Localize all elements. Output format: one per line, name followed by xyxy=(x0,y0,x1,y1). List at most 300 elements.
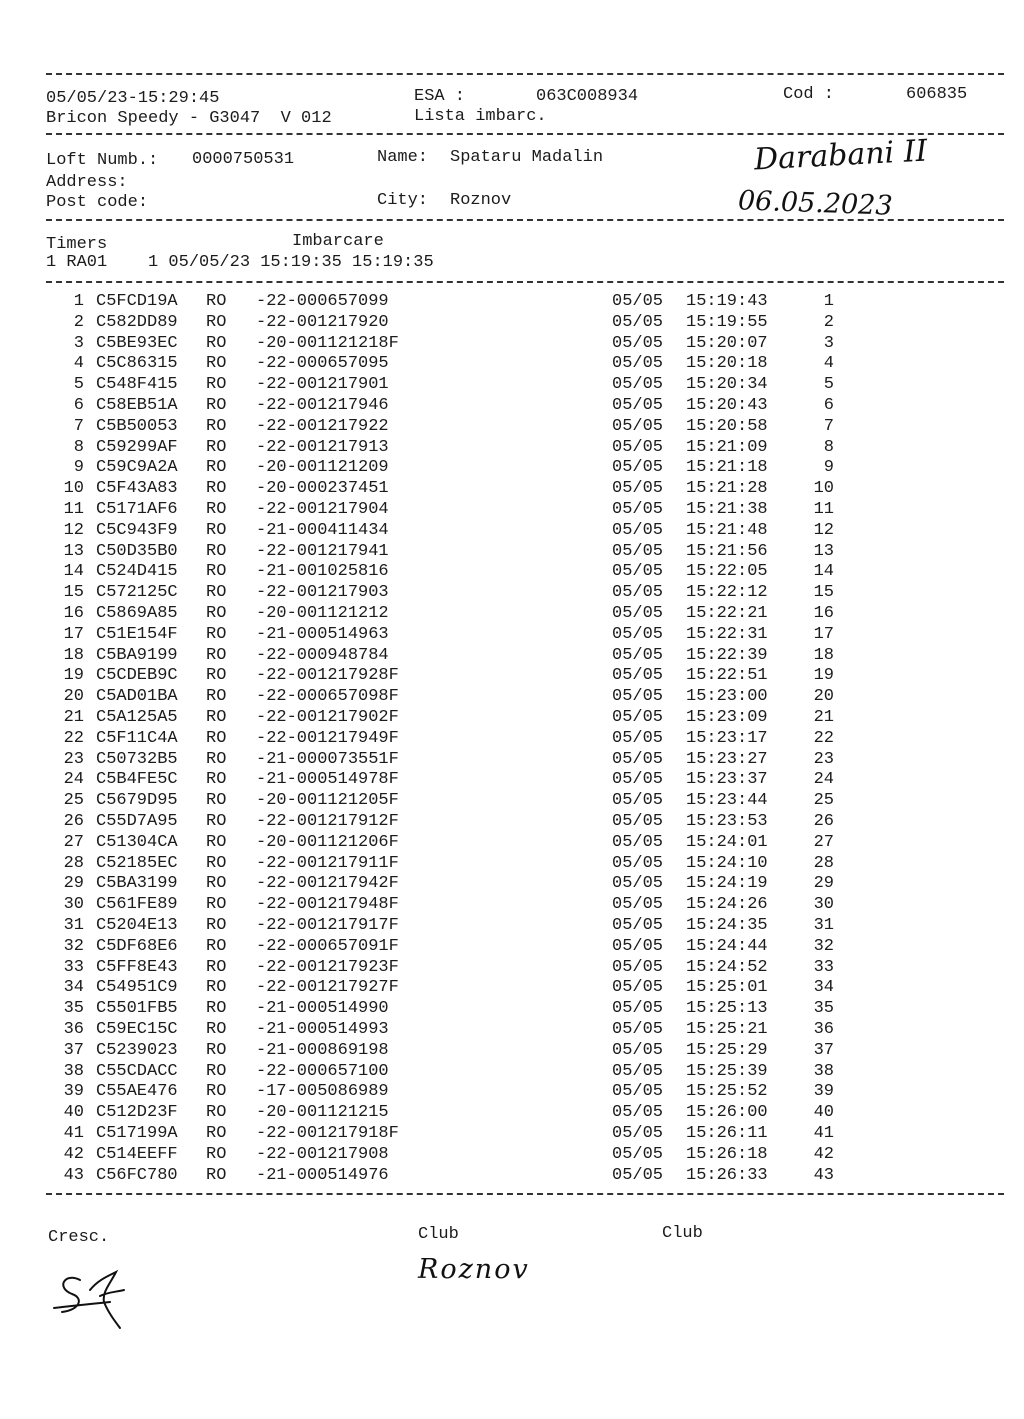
arrival-date: 05/05 xyxy=(612,479,664,499)
table-row xyxy=(0,750,1024,770)
ring-id: C5A125A5 xyxy=(96,708,178,727)
ring-id: C524D415 xyxy=(96,562,178,582)
ring-number: -20-001121215 xyxy=(256,1103,389,1123)
table-row xyxy=(0,292,1024,312)
country-code: RO xyxy=(206,936,227,956)
ring-id: C561FE89 xyxy=(96,895,178,915)
table-row xyxy=(0,1082,1024,1102)
country-code: RO xyxy=(206,1103,227,1123)
country-code: RO xyxy=(206,458,227,478)
country-code: RO xyxy=(206,583,227,603)
country-code: RO xyxy=(206,1124,227,1143)
table-row xyxy=(0,895,1024,915)
arrival-rank: 24 xyxy=(813,770,834,790)
arrival-rank: 32 xyxy=(813,936,834,956)
arrival-date: 05/05 xyxy=(612,1020,664,1039)
arrival-time: 15:26:00 xyxy=(686,1103,768,1123)
arrival-rank: 36 xyxy=(813,1020,834,1039)
arrival-date: 05/05 xyxy=(612,1082,664,1102)
arrival-time: 15:24:10 xyxy=(686,853,768,873)
arrival-rank: 18 xyxy=(813,645,834,665)
country-code: RO xyxy=(206,562,227,582)
arrival-date: 05/05 xyxy=(612,375,664,395)
handwritten-race-date: 06.05.2023 xyxy=(737,185,894,222)
ring-id: C59299AF xyxy=(96,437,178,457)
row-index: 17 xyxy=(63,624,84,644)
arrival-time: 15:23:53 xyxy=(686,812,768,831)
arrival-date: 05/05 xyxy=(612,978,664,998)
arrival-rank: 40 xyxy=(813,1103,834,1123)
ring-number: -22-001217913 xyxy=(256,437,389,457)
ring-id: C5239023 xyxy=(96,1040,178,1060)
timer-line: 1 RA01 1 05/05/23 15:19:35 15:19:35 xyxy=(46,253,434,272)
row-index: 11 xyxy=(63,500,84,519)
ring-id: C5C943F9 xyxy=(96,520,178,540)
arrival-time: 15:21:38 xyxy=(686,500,768,519)
device-line: Bricon Speedy - G3047 V 012 xyxy=(46,109,332,128)
arrival-date: 05/05 xyxy=(612,1144,664,1164)
ring-id: C52185EC xyxy=(96,853,178,873)
country-code: RO xyxy=(206,853,227,873)
arrival-rank: 37 xyxy=(813,1040,834,1060)
arrival-date: 05/05 xyxy=(612,853,664,873)
address-label: Address: xyxy=(46,173,128,192)
ring-id: C5501FB5 xyxy=(96,999,178,1019)
ring-number: -21-000073551F xyxy=(256,749,399,769)
arrival-rank: 14 xyxy=(813,562,834,582)
ring-number: -22-001217904 xyxy=(256,500,389,519)
club-label-1: Club xyxy=(418,1225,459,1244)
ring-id: C58EB51A xyxy=(96,396,178,415)
ring-id: C59C9A2A xyxy=(96,458,178,478)
arrival-rank: 7 xyxy=(823,416,834,436)
arrival-rank: 31 xyxy=(813,916,834,935)
table-row xyxy=(0,334,1024,354)
table-row xyxy=(0,438,1024,458)
ring-id: C50732B5 xyxy=(96,749,178,769)
ring-number: -22-001217942F xyxy=(256,874,399,894)
table-row xyxy=(0,687,1024,707)
ring-id: C5FCD19A xyxy=(96,292,178,311)
row-index: 6 xyxy=(73,396,84,415)
country-code: RO xyxy=(206,624,227,644)
country-code: RO xyxy=(206,728,227,748)
ring-number: -20-001121218F xyxy=(256,333,399,353)
arrival-date: 05/05 xyxy=(612,624,664,644)
ring-number: -22-001217928F xyxy=(256,666,399,686)
ring-id: C5869A85 xyxy=(96,604,178,623)
country-code: RO xyxy=(206,312,227,332)
table-row xyxy=(0,1166,1024,1186)
row-index: 38 xyxy=(63,1061,84,1081)
arrival-time: 15:25:21 xyxy=(686,1020,768,1039)
country-code: RO xyxy=(206,375,227,395)
arrival-rank: 35 xyxy=(813,999,834,1019)
arrival-time: 15:23:44 xyxy=(686,791,768,811)
esa-label: ESA : xyxy=(414,87,466,106)
ring-number: -22-001217923F xyxy=(256,957,399,977)
arrival-rank: 42 xyxy=(813,1144,834,1164)
arrival-rank: 33 xyxy=(813,957,834,977)
country-code: RO xyxy=(206,666,227,686)
country-code: RO xyxy=(206,1082,227,1102)
arrival-time: 15:24:35 xyxy=(686,916,768,935)
print-datetime: 05/05/23-15:29:45 xyxy=(46,89,220,108)
ring-number: -22-001217901 xyxy=(256,375,389,395)
country-code: RO xyxy=(206,895,227,915)
ring-id: C5171AF6 xyxy=(96,500,178,519)
table-row xyxy=(0,417,1024,437)
row-index: 7 xyxy=(73,416,84,436)
row-index: 16 xyxy=(63,604,84,623)
country-code: RO xyxy=(206,957,227,977)
row-index: 3 xyxy=(73,333,84,353)
cod-value: 606835 xyxy=(906,85,968,104)
ring-id: C5CDEB9C xyxy=(96,666,178,686)
row-index: 1 xyxy=(73,292,84,311)
country-code: RO xyxy=(206,687,227,707)
arrival-time: 15:24:01 xyxy=(686,832,768,852)
ring-number: -22-001217941 xyxy=(256,541,389,561)
row-index: 25 xyxy=(63,791,84,811)
ring-number: -22-001217908 xyxy=(256,1144,389,1164)
country-code: RO xyxy=(206,708,227,727)
ring-number: -22-001217948F xyxy=(256,895,399,915)
country-code: RO xyxy=(206,749,227,769)
ring-id: C5204E13 xyxy=(96,916,178,935)
ring-id: C55AE476 xyxy=(96,1082,178,1102)
ring-id: C55D7A95 xyxy=(96,812,178,831)
arrival-date: 05/05 xyxy=(612,1124,664,1143)
ring-id: C50D35B0 xyxy=(96,541,178,561)
table-row xyxy=(0,604,1024,624)
table-row xyxy=(0,625,1024,645)
table-row xyxy=(0,479,1024,499)
table-row xyxy=(0,1020,1024,1040)
arrival-rank: 4 xyxy=(823,354,834,374)
ring-number: -22-001217927F xyxy=(256,978,399,998)
arrival-rank: 3 xyxy=(823,333,834,353)
table-row xyxy=(0,854,1024,874)
arrival-time: 15:19:43 xyxy=(686,292,768,311)
ring-id: C59EC15C xyxy=(96,1020,178,1039)
arrival-time: 15:21:28 xyxy=(686,479,768,499)
arrival-date: 05/05 xyxy=(612,791,664,811)
ring-number: -20-001121206F xyxy=(256,832,399,852)
arrival-date: 05/05 xyxy=(612,500,664,519)
row-index: 15 xyxy=(63,583,84,603)
row-index: 42 xyxy=(63,1144,84,1164)
country-code: RO xyxy=(206,333,227,353)
table-row xyxy=(0,729,1024,749)
arrival-rank: 1 xyxy=(823,292,834,311)
arrival-date: 05/05 xyxy=(612,666,664,686)
arrival-date: 05/05 xyxy=(612,604,664,623)
table-row xyxy=(0,791,1024,811)
arrival-date: 05/05 xyxy=(612,957,664,977)
city-label: City: xyxy=(377,191,429,210)
arrival-date: 05/05 xyxy=(612,541,664,561)
ring-number: -22-001217912F xyxy=(256,812,399,831)
arrival-rank: 22 xyxy=(813,728,834,748)
signature xyxy=(50,1262,130,1334)
arrival-rank: 28 xyxy=(813,853,834,873)
arrival-date: 05/05 xyxy=(612,437,664,457)
row-index: 5 xyxy=(73,375,84,395)
arrival-time: 15:23:17 xyxy=(686,728,768,748)
ring-id: C512D23F xyxy=(96,1103,178,1123)
arrival-date: 05/05 xyxy=(612,999,664,1019)
ring-number: -22-001217917F xyxy=(256,916,399,935)
arrival-time: 15:20:43 xyxy=(686,396,768,415)
table-row xyxy=(0,521,1024,541)
arrival-rank: 25 xyxy=(813,791,834,811)
arrival-rank: 34 xyxy=(813,978,834,998)
ring-number: -22-001217920 xyxy=(256,312,389,332)
arrival-time: 15:24:26 xyxy=(686,895,768,915)
table-row xyxy=(0,833,1024,853)
ring-number: -17-005086989 xyxy=(256,1082,389,1102)
country-code: RO xyxy=(206,479,227,499)
ring-id: C5FF8E43 xyxy=(96,957,178,977)
arrival-date: 05/05 xyxy=(612,832,664,852)
arrival-date: 05/05 xyxy=(612,354,664,374)
club-label-2: Club xyxy=(662,1224,703,1243)
arrival-rank: 12 xyxy=(813,520,834,540)
ring-number: -21-000514990 xyxy=(256,999,389,1019)
arrival-time: 15:24:44 xyxy=(686,936,768,956)
ring-number: -22-000657091F xyxy=(256,936,399,956)
arrival-time: 15:21:48 xyxy=(686,520,768,540)
table-row xyxy=(0,354,1024,374)
row-index: 30 xyxy=(63,895,84,915)
ring-number: -22-001217911F xyxy=(256,853,399,873)
arrival-time: 15:22:39 xyxy=(686,645,768,665)
row-index: 41 xyxy=(63,1124,84,1143)
arrival-date: 05/05 xyxy=(612,562,664,582)
row-index: 28 xyxy=(63,853,84,873)
row-index: 12 xyxy=(63,520,84,540)
table-row xyxy=(0,812,1024,832)
ring-number: -21-001025816 xyxy=(256,562,389,582)
ring-id: C548F415 xyxy=(96,375,178,395)
ring-number: -22-001217918F xyxy=(256,1124,399,1143)
ring-id: C517199A xyxy=(96,1124,178,1143)
row-index: 21 xyxy=(63,708,84,727)
arrival-time: 15:20:58 xyxy=(686,416,768,436)
cod-label: Cod : xyxy=(783,85,835,104)
row-index: 33 xyxy=(63,957,84,977)
arrival-time: 15:20:07 xyxy=(686,333,768,353)
ring-id: C514EEFF xyxy=(96,1144,178,1164)
ring-id: C5AD01BA xyxy=(96,687,178,707)
country-code: RO xyxy=(206,645,227,665)
city-value: Roznov xyxy=(450,191,512,210)
arrival-date: 05/05 xyxy=(612,458,664,478)
country-code: RO xyxy=(206,604,227,623)
separator-header xyxy=(46,133,1004,135)
row-index: 2 xyxy=(73,312,84,332)
arrival-time: 15:24:19 xyxy=(686,874,768,894)
row-index: 40 xyxy=(63,1103,84,1123)
ring-number: -21-000514976 xyxy=(256,1165,389,1185)
country-code: RO xyxy=(206,770,227,790)
arrival-date: 05/05 xyxy=(612,687,664,707)
table-row xyxy=(0,1103,1024,1123)
ring-id: C5BE93EC xyxy=(96,333,178,353)
row-index: 23 xyxy=(63,749,84,769)
arrival-time: 15:19:55 xyxy=(686,312,768,332)
arrival-rank: 6 xyxy=(823,396,834,415)
table-row xyxy=(0,978,1024,998)
country-code: RO xyxy=(206,791,227,811)
arrival-rank: 39 xyxy=(813,1082,834,1102)
row-index: 43 xyxy=(63,1165,84,1185)
arrival-rank: 20 xyxy=(813,687,834,707)
row-index: 8 xyxy=(73,437,84,457)
ring-number: -20-000237451 xyxy=(256,479,389,499)
arrival-time: 15:26:11 xyxy=(686,1124,768,1143)
arrival-rank: 30 xyxy=(813,895,834,915)
arrival-date: 05/05 xyxy=(612,520,664,540)
country-code: RO xyxy=(206,1061,227,1081)
arrival-date: 05/05 xyxy=(612,583,664,603)
row-index: 29 xyxy=(63,874,84,894)
arrival-date: 05/05 xyxy=(612,1103,664,1123)
row-index: 20 xyxy=(63,687,84,707)
arrival-rank: 8 xyxy=(823,437,834,457)
arrival-date: 05/05 xyxy=(612,1165,664,1185)
country-code: RO xyxy=(206,999,227,1019)
arrival-date: 05/05 xyxy=(612,645,664,665)
arrival-date: 05/05 xyxy=(612,812,664,831)
country-code: RO xyxy=(206,354,227,374)
ring-number: -22-001217949F xyxy=(256,728,399,748)
arrival-time: 15:26:18 xyxy=(686,1144,768,1164)
table-row xyxy=(0,458,1024,478)
country-code: RO xyxy=(206,1144,227,1164)
country-code: RO xyxy=(206,396,227,415)
table-row xyxy=(0,916,1024,936)
country-code: RO xyxy=(206,1165,227,1185)
loft-value: 0000750531 xyxy=(192,150,295,169)
table-row xyxy=(0,770,1024,790)
arrival-date: 05/05 xyxy=(612,895,664,915)
esa-value: 063C008934 xyxy=(536,87,639,106)
ring-number: -22-001217903 xyxy=(256,583,389,603)
table-row xyxy=(0,542,1024,562)
arrival-rank: 2 xyxy=(823,312,834,332)
row-index: 27 xyxy=(63,832,84,852)
arrival-time: 15:22:31 xyxy=(686,624,768,644)
ring-id: C54951C9 xyxy=(96,978,178,998)
row-index: 39 xyxy=(63,1082,84,1102)
row-index: 9 xyxy=(73,458,84,478)
arrival-rank: 43 xyxy=(813,1165,834,1185)
arrival-date: 05/05 xyxy=(612,1061,664,1081)
table-row xyxy=(0,396,1024,416)
ring-id: C572125C xyxy=(96,583,178,603)
arrival-date: 05/05 xyxy=(612,708,664,727)
name-label: Name: xyxy=(377,148,429,167)
arrival-rank: 38 xyxy=(813,1061,834,1081)
name-value: Spataru Madalin xyxy=(450,148,604,167)
ring-number: -22-000657099 xyxy=(256,292,389,311)
arrival-time: 15:25:01 xyxy=(686,978,768,998)
row-index: 10 xyxy=(63,479,84,499)
arrival-date: 05/05 xyxy=(612,936,664,956)
country-code: RO xyxy=(206,978,227,998)
ring-number: -22-001217946 xyxy=(256,396,389,415)
arrival-rank: 17 xyxy=(813,624,834,644)
table-row xyxy=(0,583,1024,603)
country-code: RO xyxy=(206,874,227,894)
ring-id: C582DD89 xyxy=(96,312,178,332)
arrival-time: 15:26:33 xyxy=(686,1165,768,1185)
arrival-date: 05/05 xyxy=(612,292,664,311)
arrival-rank: 23 xyxy=(813,749,834,769)
country-code: RO xyxy=(206,1040,227,1060)
country-code: RO xyxy=(206,292,227,311)
ring-id: C5DF68E6 xyxy=(96,936,178,956)
arrival-rank: 41 xyxy=(813,1124,834,1143)
row-index: 34 xyxy=(63,978,84,998)
timers-label: Timers xyxy=(46,235,108,254)
ring-id: C51E154F xyxy=(96,624,178,644)
country-code: RO xyxy=(206,541,227,561)
arrival-date: 05/05 xyxy=(612,312,664,332)
handwritten-race-name: Darabani II xyxy=(753,133,929,178)
row-index: 19 xyxy=(63,666,84,686)
table-row xyxy=(0,708,1024,728)
list-title: Lista imbarc. xyxy=(414,107,547,126)
arrival-time: 15:25:13 xyxy=(686,999,768,1019)
arrival-date: 05/05 xyxy=(612,916,664,935)
arrival-time: 15:25:52 xyxy=(686,1082,768,1102)
ring-number: -22-000657098F xyxy=(256,687,399,707)
arrival-time: 15:20:34 xyxy=(686,375,768,395)
ring-number: -22-000657095 xyxy=(256,354,389,374)
arrival-time: 15:22:12 xyxy=(686,583,768,603)
arrival-time: 15:20:18 xyxy=(686,354,768,374)
arrival-time: 15:22:05 xyxy=(686,562,768,582)
ring-number: -22-000657100 xyxy=(256,1061,389,1081)
ring-id: C5B4FE5C xyxy=(96,770,178,790)
arrival-time: 15:21:56 xyxy=(686,541,768,561)
row-index: 35 xyxy=(63,999,84,1019)
table-row xyxy=(0,1062,1024,1082)
table-row xyxy=(0,1041,1024,1061)
ring-number: -22-000948784 xyxy=(256,645,389,665)
cresc-label: Cresc. xyxy=(48,1228,110,1247)
arrival-date: 05/05 xyxy=(612,874,664,894)
arrival-time: 15:22:21 xyxy=(686,604,768,623)
table-row xyxy=(0,999,1024,1019)
ring-id: C5BA9199 xyxy=(96,645,178,665)
arrival-rank: 13 xyxy=(813,541,834,561)
arrival-rank: 16 xyxy=(813,604,834,623)
country-code: RO xyxy=(206,1020,227,1039)
ring-number: -21-000514993 xyxy=(256,1020,389,1039)
arrival-rank: 21 xyxy=(813,708,834,727)
arrival-date: 05/05 xyxy=(612,770,664,790)
ring-number: -21-000514978F xyxy=(256,770,399,790)
arrival-date: 05/05 xyxy=(612,1040,664,1060)
arrival-time: 15:23:27 xyxy=(686,749,768,769)
arrival-date: 05/05 xyxy=(612,728,664,748)
table-row xyxy=(0,958,1024,978)
table-row xyxy=(0,1124,1024,1144)
